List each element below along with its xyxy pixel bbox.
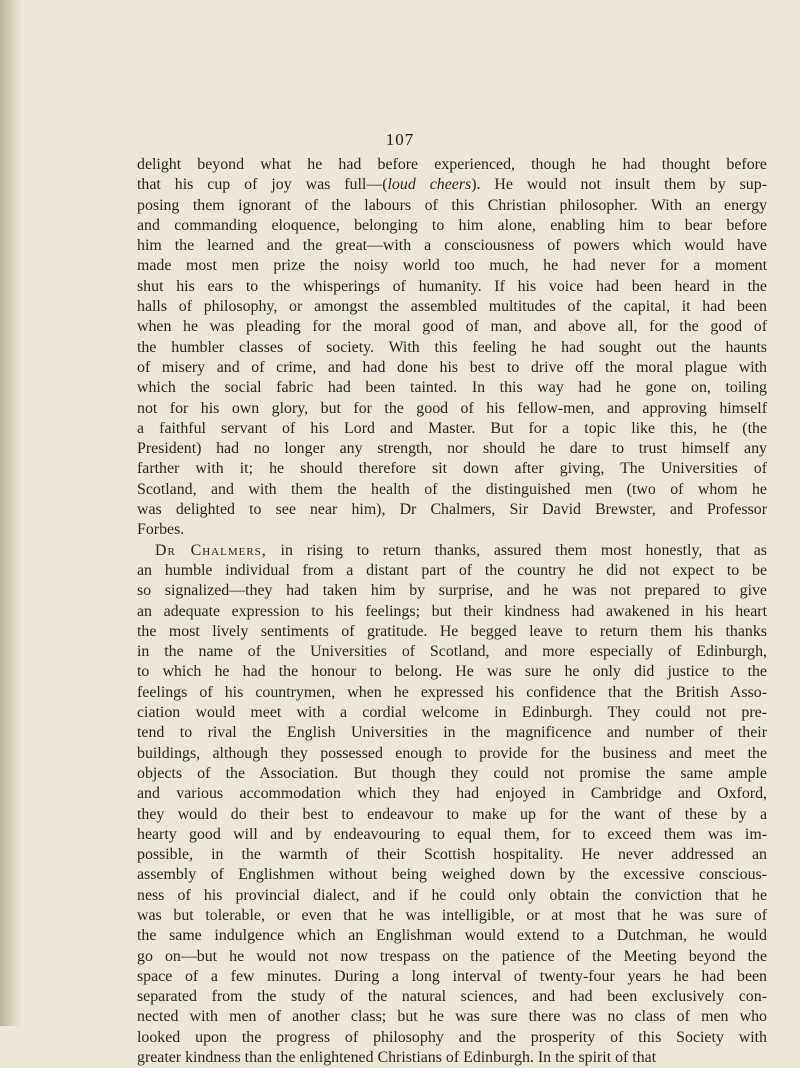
- text-line: Dr Chalmers, in rising to return thanks, assured them most honestly, that as: [155, 541, 767, 559]
- text-line: an adequate expression to his feelings; but their kindness had awakened in his heart: [137, 602, 767, 620]
- text-line: objects of the Association. But though they could not promise the same ample: [137, 764, 767, 782]
- paragraph-2: [137, 541, 767, 1068]
- text-line: go on—but he would not now trespass on the patience of the Meeting beyond the: [137, 947, 767, 965]
- text-line: an humble individual from a distant part of the country he did not expect to be: [137, 561, 767, 579]
- text-line: and commanding eloquence, belonging to him alone, enabling him to bear before: [137, 216, 767, 234]
- text-line: ness of his provincial dialect, and if he could only obtain the conviction that he: [137, 886, 767, 904]
- text-line: was delighted to see near him), Dr Chalmers, Sir David Brewster, and Professor: [137, 501, 767, 519]
- text-line: him the learned and the great—with a consciousness of powers which would have: [137, 237, 767, 255]
- text-line: Scotland, and with them the health of the distinguished men (two of whom he: [137, 480, 767, 498]
- text-line: feelings of his countrymen, when he expressed his confidence that the British Asso-: [137, 683, 767, 701]
- text-line: which the social fabric had been tainted. In this way had he gone on, toiling: [137, 379, 767, 397]
- text-line: so signalized—they had taken him by surprise, and he was not prepared to give: [137, 582, 767, 600]
- text-line: Forbes.: [137, 521, 185, 539]
- text-line: tend to rival the English Universities in the magnificence and number of their: [137, 724, 767, 742]
- text-line: a faithful servant of his Lord and Master. But for a topic like this, he (the: [137, 419, 767, 437]
- text-line: buildings, although they possessed enough to provide for the business and meet the: [137, 744, 767, 762]
- text-line: ciation would meet with a cordial welcome in Edinburgh. They could not pre-: [137, 704, 767, 722]
- text-line: made most men prize the noisy world too much, he had never for a moment: [137, 257, 767, 275]
- text-line: halls of philosophy, or amongst the assembled multitudes of the capital, it had been: [137, 298, 767, 316]
- text-line: the most lively sentiments of gratitude. He begged leave to return them his thanks: [137, 622, 767, 640]
- text-line: the same indulgence which an Englishman would extend to a Dutchman, he would: [137, 927, 767, 945]
- text-line: was but tolerable, or even that he was intelligible, or at most that he was sure of: [137, 906, 767, 924]
- text-line: when he was pleading for the moral good of man, and above all, for the good of: [137, 318, 767, 336]
- stage-direction: loud cheers: [387, 176, 472, 194]
- text-line: looked upon the progress of philosophy and the prosperity of this Society with: [137, 1028, 767, 1046]
- text-line: space of a few minutes. During a long interval of twenty-four years he had been: [137, 967, 767, 985]
- page-number: 107: [385, 130, 415, 149]
- text-line: greater kindness than the enlightened Christians of Edinburgh. In the spirit of that: [137, 1049, 657, 1067]
- text-line: hearty good will and by endeavouring to equal them, for to exceed them was im-: [137, 825, 767, 843]
- text-line: to which he had the honour to belong. He was sure he only did justice to the: [137, 663, 767, 681]
- speaker-name: Dr Chalmers,: [155, 541, 267, 559]
- text-line: delight beyond what he had before experienced, though he had thought before: [137, 156, 767, 173]
- text-line: assembly of Englishmen without being weighed down by the excessive conscious-: [137, 866, 767, 884]
- text-line: and various accommodation which they had enjoyed in Cambridge and Oxford,: [137, 785, 767, 803]
- text-line: shut his ears to the whisperings of humanity. If his voice had been heard in the: [137, 277, 767, 295]
- text-line: separated from the study of the natural sciences, and had been exclusively con-: [137, 988, 767, 1006]
- text-line: nected with men of another class; but he was sure there was no class of men who: [137, 1008, 767, 1026]
- text-line: they would do their best to endeavour to make up for the want of these by a: [137, 805, 767, 823]
- text-line: possible, in the warmth of their Scottish hospitality. He never addressed an: [137, 846, 767, 864]
- text-line: farther with it; he should therefore sit down after giving, The Universities of: [137, 460, 767, 478]
- text-line: that his cup of joy was full—(loud cheers). He would not insult them by sup-: [137, 176, 767, 194]
- body-text: [137, 155, 767, 1068]
- text-line: posing them ignorant of the labours of this Christian philosopher. With an energy: [137, 196, 767, 214]
- book-binding-shadow: [0, 0, 22, 1026]
- text-line: in the name of the Universities of Scotland, and more especially of Edinburgh,: [137, 643, 767, 661]
- text-line: not for his own glory, but for the good of his fellow-men, and approving himself: [137, 399, 767, 417]
- paragraph-1: [137, 155, 767, 541]
- text-line: of misery and of crime, and had done his best to drive off the moral plague with: [137, 358, 767, 376]
- text-line: the humbler classes of society. With this feeling he had sought out the haunts: [137, 338, 767, 356]
- text-line: President) had no longer any strength, nor should he dare to trust himself any: [137, 440, 767, 458]
